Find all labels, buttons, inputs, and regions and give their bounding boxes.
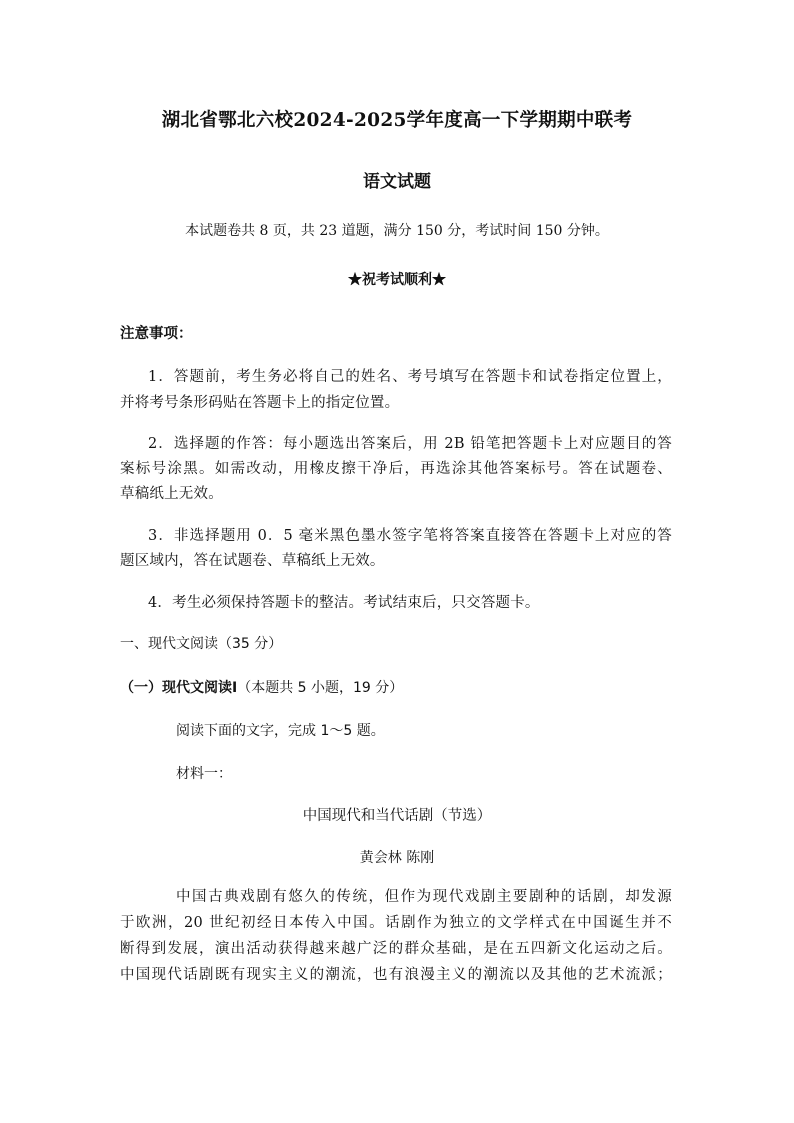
notes-heading: 注意事项： [120,325,193,342]
reading-instruction: 阅读下面的文字，完成 1～5 题。 [176,723,385,739]
note-3-line-2: 题区域内，答在试题卷、草稿纸上无效。 [120,553,385,569]
note-1-line-2: 并将考号条形码贴在答题卡上的指定位置。 [120,395,400,411]
good-luck-wish: ★祝考试顺利★ [348,272,446,288]
article-paragraph-line-4: 中国现代话剧既有现实主义的潮流，也有浪漫主义的潮流以及其他的艺术流派； [120,967,672,983]
article-authors: 黄会林 陈刚 [359,850,435,866]
sub-section-heading-bold: （一）现代文阅读Ⅰ [120,680,238,696]
sub-section-heading [120,678,403,698]
note-3-line-1: 3．非选择题用 0．5 毫米黑色墨水签字笔将答案直接答在答题卡上对应的答 [148,528,672,544]
note-1-line-1: 1．答题前，考生务必将自己的姓名、考号填写在答题卡和试卷指定位置上， [148,369,672,385]
note-2-line-3: 草稿纸上无效。 [120,486,223,502]
article-title: 中国现代和当代话剧（节选） [302,808,492,824]
exam-title: 湖北省鄂北六校2024-2025学年度高一下学期期中联考 [161,110,633,131]
article-paragraph-line-2: 于欧洲，20 世纪初经日本传入中国。话剧作为独立的文学样式在中国诞生并不 [120,915,672,931]
note-2-line-2: 案标号涂黑。如需改动，用橡皮擦干净后，再选涂其他答案标号。答在试题卷、 [120,461,672,477]
material-label: 材料一： [176,766,232,782]
note-4-line-1: 4．考生必须保持答题卡的整洁。考试结束后，只交答题卡。 [148,595,540,611]
article-paragraph-line-3: 断得到发展，演出活动获得越来越广泛的群众基础，是在五四新文化运动之后。 [120,941,672,957]
subject-title: 语文试题 [363,172,431,192]
article-paragraph-line-1: 中国古典戏剧有悠久的传统，但作为现代戏剧主要剧种的话剧，却发源 [176,889,672,905]
note-2-line-1: 2．选择题的作答：每小题选出答案后，用 2B 铅笔把答题卡上对应题目的答 [148,436,672,452]
sub-section-heading-detail: （本题共 5 小题，19 分） [237,680,404,696]
exam-info: 本试题卷共 8 页，共 23 道题，满分 150 分，考试时间 150 分钟。 [185,223,609,239]
section-heading: 一、现代文阅读（35 分） [120,636,283,652]
